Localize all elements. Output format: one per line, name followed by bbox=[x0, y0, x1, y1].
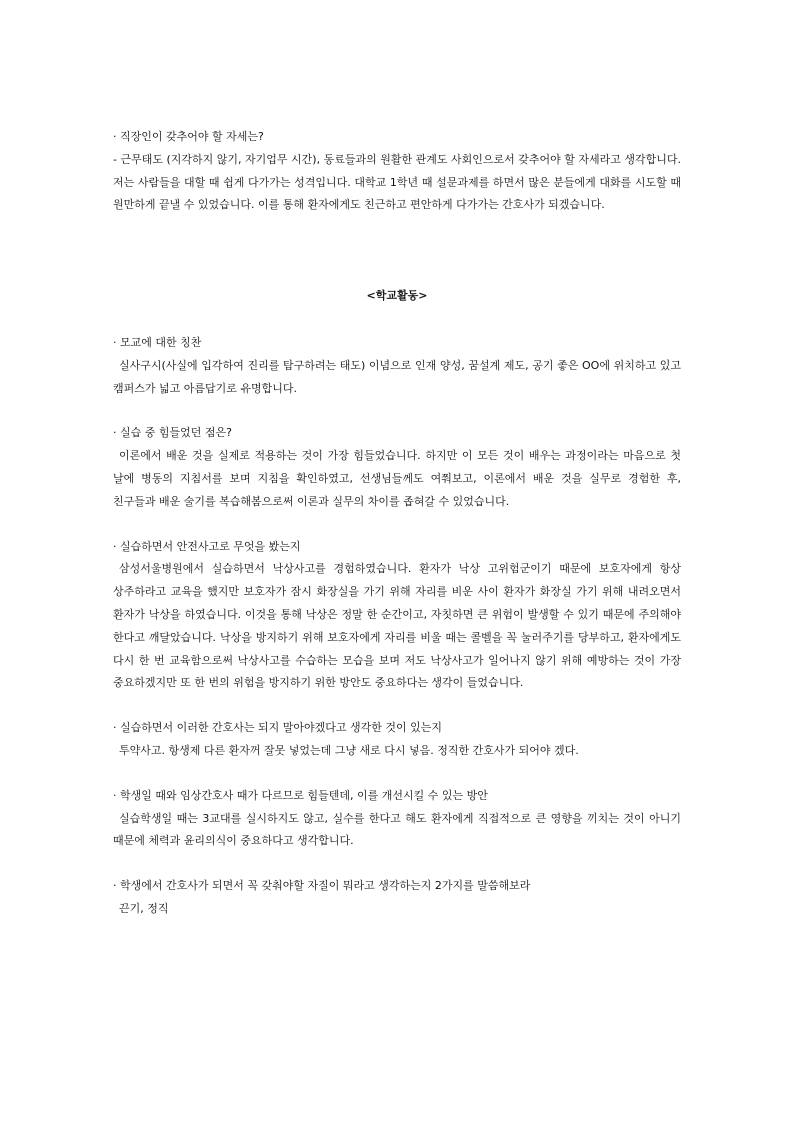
qa-question: · 실습하면서 이러한 간호사는 되지 말아야겠다고 생각한 것이 있는지 bbox=[113, 721, 442, 735]
document-page bbox=[113, 126, 681, 921]
qa-question: · 모교에 대한 칭찬 bbox=[113, 335, 202, 349]
intro-section bbox=[113, 126, 681, 217]
section-title: <학교활동> bbox=[366, 289, 428, 303]
qa-answer: 끈기, 정직 bbox=[119, 901, 169, 915]
qa-answer: 실사구시(사실에 입각하여 진리를 탐구하려는 태도) 이념으로 인재 양성, 꿈설계 제도, 공기 좋은 OO에 위치하고 있고 캠퍼스가 넓고 아름답기로 유명합니다. bbox=[113, 358, 681, 395]
intro-question: · 직장인이 갖추어야 할 자세는? bbox=[113, 130, 264, 143]
qa-question: · 학생에서 간호사가 되면서 꼭 갖춰야할 자질이 뭐라고 생각하는지 2가지를 말씀해보라 bbox=[113, 879, 531, 893]
qa-answer: 투약사고. 항생제 다른 환자꺼 잘못 넣었는데 그냥 새로 다시 넣음. 정직한 간호사가 되어야 겠다. bbox=[119, 743, 579, 757]
qa-question: · 실습 중 힘들었던 점은? bbox=[113, 426, 232, 440]
qa-item-nurse-qualities bbox=[113, 875, 681, 921]
intro-answer: - 근무태도 (지각하지 않기, 자기업무 시간), 동료들과의 원활한 관계도 사회인으로서 갖추어야 할 자세라고 생각합니다. 저는 사람들을 대할 때 쉽게 다가가는 성격입니다. 대학교 1학년 때 설문과제를 하면서 많은 분들에게 대화를 시도할 때 원만하게 끝낼 수 있었습니다. 이를 통해 환자에게도 친근하고 편안하게 다가가는 간호사가 되겠습니다. bbox=[113, 152, 681, 212]
qa-item-student-vs-clinical bbox=[113, 785, 681, 853]
qa-item-safety-accident bbox=[113, 536, 681, 696]
qa-answer: 이론에서 배운 것을 실제로 적용하는 것이 가장 힘들었습니다. 하지만 이 모든 것이 배우는 과정이라는 마음으로 첫 날에 병동의 지침서를 보며 지침을 확인하였고, 선생님들께도 여쭤보고, 이론에서 배운 것을 실무로 경험한 후, 친구들과 배운 술기를 복습해봄으로써 이론과 실무의 차이를 좁혀갈 수 있었습니다. bbox=[113, 449, 681, 508]
qa-item-nurse-to-avoid bbox=[113, 717, 681, 763]
qa-question: · 학생일 때와 임상간호사 때가 다르므로 힘들텐데, 이를 개선시킬 수 있는 방안 bbox=[113, 788, 488, 802]
qa-answer: 삼성서울병원에서 실습하면서 낙상사고를 경험하였습니다. 환자가 낙상 고위험군이기 때문에 보호자에게 항상 상주하라고 교육을 했지만 보호자가 잠시 화장실을 가기 위해 자리를 비운 사이 환자가 화장실 가기 위해 내려오면서 환자가 낙상을 하였습니다. 이것을 통해 낙상은 정말 한 순간이고, 자칫하면 큰 위험이 발생할 수 있기 때문에 주의해야 한다고 깨달았습니다. 낙상을 방지하기 위해 보호자에게 자리를 비울 때는 콜벨을 꼭 눌러주기를 당부하고, 환자에게도 다시 한 번 교육함으로써 낙상사고를 수습하는 모습을 보며 저도 낙상사고가 일어나지 않기 위해 예방하는 것이 가장 중요하겠지만 또 한 번의 위험을 방지하기 위한 방안도 중요하다는 생각이 들었습니다. bbox=[113, 562, 681, 690]
qa-item-practice-difficulty bbox=[113, 422, 681, 513]
qa-question: · 실습하면서 안전사고로 무엇을 봤는지 bbox=[113, 539, 301, 553]
qa-item-school-praise bbox=[113, 332, 681, 400]
qa-answer: 실습학생일 때는 3교대를 실시하지도 않고, 실수를 한다고 해도 환자에게 직접적으로 큰 영향을 끼치는 것이 아니기 때문에 체력과 윤리의식이 중요하다고 생각합니다. bbox=[113, 811, 681, 848]
